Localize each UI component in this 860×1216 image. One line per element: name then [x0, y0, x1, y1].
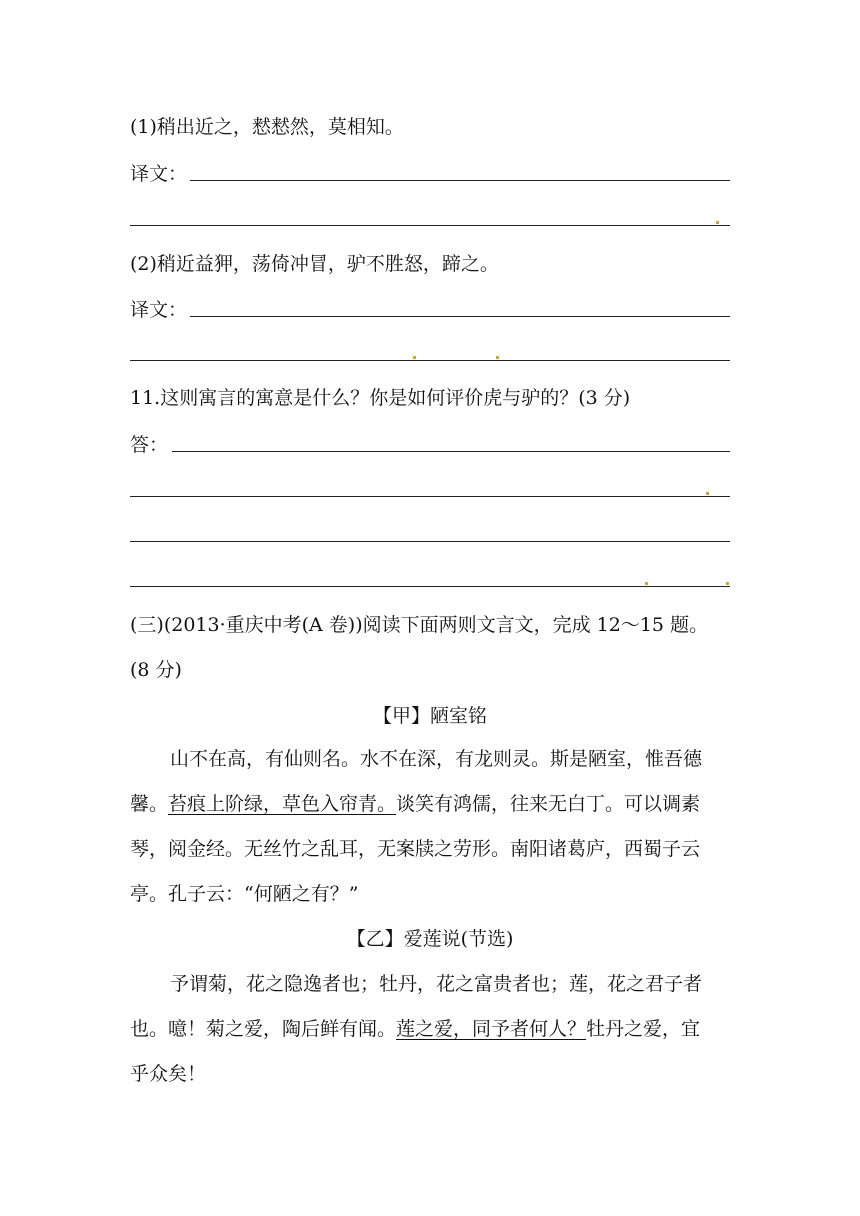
mark-dot: [706, 492, 709, 495]
q1-translation-label: 译文：: [130, 163, 188, 185]
mark-dot: [726, 582, 729, 585]
section3-intro: (三)(2013·重庆中考(A 卷))阅读下面两则文言文，完成 12～15 题。: [130, 614, 709, 636]
q11-answer-line-1[interactable]: [172, 451, 730, 452]
passage-a-line-2: [130, 792, 700, 816]
passage-a-line-1: 山不在高，有仙则名。水不在深，有龙则灵。斯是陋室，惟吾德: [170, 748, 703, 770]
q2-answer-line-2[interactable]: [130, 360, 730, 361]
passage-a-line-2-post: 谈笑有鸿儒，往来无白丁。可以调素: [396, 793, 701, 815]
q11-answer-line-2[interactable]: [130, 496, 730, 497]
passage-b-line-1: 予谓菊，花之隐逸者也；牡丹，花之富贵者也；莲，花之君子者: [170, 973, 703, 995]
passage-b-line-3: 乎众矣！: [130, 1063, 207, 1085]
underlined-sentence: 苔痕上阶绿，草色入帘青。: [168, 793, 397, 815]
mark-dot: [413, 356, 416, 359]
q1-sentence: (1)稍出近之，慭慭然，莫相知。: [130, 116, 404, 138]
underlined-sentence: 莲之爱，同予者何人？: [396, 1018, 587, 1040]
q1-answer-line-2[interactable]: [130, 225, 730, 226]
passage-b-line-2: [130, 1017, 700, 1041]
q1-answer-line-1[interactable]: [190, 180, 730, 181]
passage-a-title: 【甲】陋室铭: [372, 705, 487, 727]
passage-a-line-4: 亭。孔子云：“何陋之有？”: [130, 883, 359, 905]
section3-points: (8 分): [130, 659, 182, 681]
q2-sentence: (2)稍近益狎，荡倚冲冒，驴不胜怒，蹄之。: [130, 253, 499, 275]
passage-b-line-2-post: 牡丹之爱，宜: [586, 1018, 701, 1040]
q11-answer-line-4[interactable]: [130, 586, 730, 587]
passage-b-line-2-pre: 也。噫！菊之爱，陶后鲜有闻。: [130, 1018, 397, 1040]
passage-a-line-2-pre: 馨。: [130, 793, 169, 815]
passage-b-title: 【乙】爱莲说(节选): [346, 928, 514, 950]
q2-translation-label: 译文：: [130, 299, 188, 321]
passage-a-line-3: 琴，阅金经。无丝竹之乱耳，无案牍之劳形。南阳诸葛庐，西蜀子云: [130, 838, 701, 860]
mark-dot: [716, 221, 719, 224]
q11-answer-label: 答：: [130, 434, 169, 456]
mark-dot: [496, 356, 499, 359]
q11-question: 11.这则寓言的寓意是什么？你是如何评价虎与驴的？(3 分): [130, 387, 631, 409]
q11-answer-line-3[interactable]: [130, 541, 730, 542]
mark-dot: [645, 582, 648, 585]
q2-answer-line-1[interactable]: [190, 316, 730, 317]
